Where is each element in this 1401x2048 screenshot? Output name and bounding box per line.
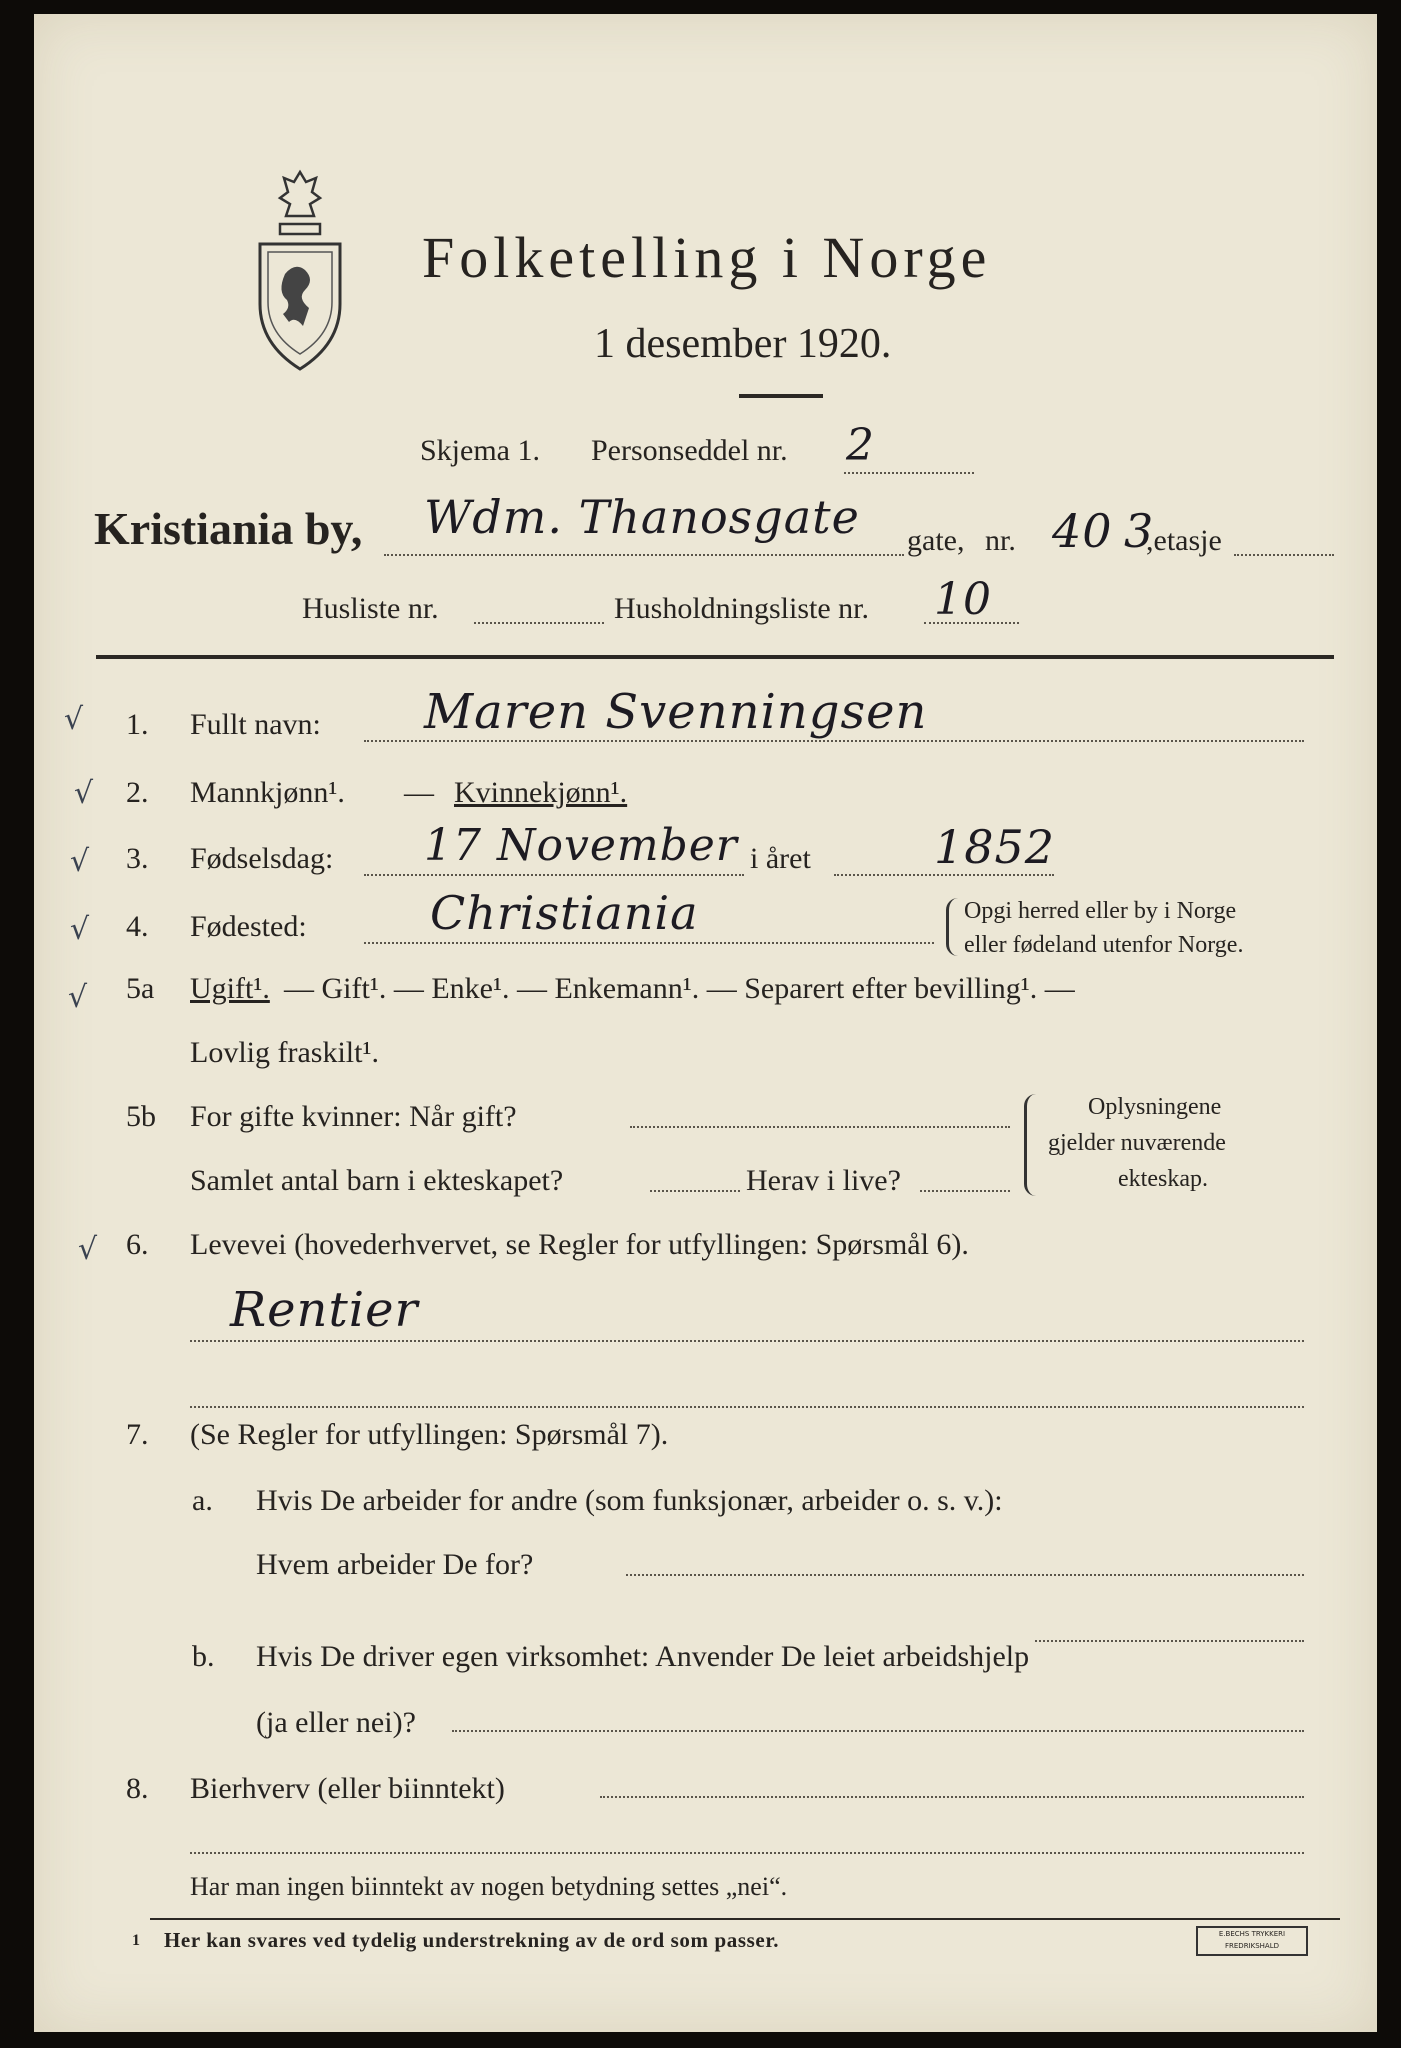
title-divider xyxy=(739,394,823,398)
q5b-note-line2: gjelder nuværende xyxy=(1048,1130,1226,1156)
street-line xyxy=(384,554,904,556)
husholdningsliste-value: 10 xyxy=(934,574,992,625)
children-line xyxy=(650,1190,740,1192)
q4-label: Fødested: xyxy=(190,910,307,943)
q5b-note-brace xyxy=(1024,1094,1039,1196)
birthday-line xyxy=(364,874,744,876)
full-name-line xyxy=(364,740,1304,742)
q5b-number: 5b xyxy=(126,1100,156,1133)
birthplace-value: Christiania xyxy=(430,886,699,940)
check-mark-2: √ xyxy=(74,776,94,811)
q8-number: 8. xyxy=(126,1772,149,1805)
birthplace-line xyxy=(364,942,934,944)
printer-stamp: E.BECHS TRYKKERI FREDRIKSHALD xyxy=(1196,1926,1308,1956)
husholdningsliste-label: Husholdningsliste nr. xyxy=(614,592,870,625)
q7a-label: Hvis De arbeider for andre (som funksjonær, arbeider o. s. v.): xyxy=(256,1484,1003,1517)
q1-label: Fullt navn: xyxy=(190,708,321,741)
check-mark-1: √ xyxy=(64,702,84,737)
alive-line xyxy=(920,1190,1010,1192)
birth-year-value: 1852 xyxy=(934,820,1056,874)
q2-female-option: Kvinnekjønn¹. xyxy=(454,776,628,809)
q7-label: (Se Regler for utfyllingen: Spørsmål 7). xyxy=(190,1418,669,1451)
q2-dash: — xyxy=(404,776,434,809)
house-number-value: 40 xyxy=(1052,504,1113,558)
employer-line-1 xyxy=(626,1574,1304,1576)
hired-help-line xyxy=(452,1730,1304,1732)
city-label: Kristiania by, xyxy=(94,503,363,554)
personseddel-label: Personseddel nr. xyxy=(591,434,788,467)
birthday-value: 17 November xyxy=(424,820,738,871)
census-form xyxy=(34,14,1377,2032)
floor-value: 3 xyxy=(1124,504,1155,558)
married-date-line xyxy=(630,1126,1010,1128)
personseddel-line xyxy=(844,472,974,474)
check-mark-6: √ xyxy=(78,1232,98,1267)
q8-label: Bierhverv (eller biinntekt) xyxy=(190,1772,505,1805)
q5b-label: For gifte kvinner: Når gift? xyxy=(190,1100,517,1133)
personseddel-value: 2 xyxy=(846,420,875,471)
occupation-line-1 xyxy=(190,1340,1304,1342)
side-income-line-2 xyxy=(190,1852,1304,1854)
q7a-employer-label: Hvem arbeider De for? xyxy=(256,1548,534,1581)
q3-year-label: i året xyxy=(750,842,811,875)
q1-number: 1. xyxy=(126,708,149,741)
gate-label: gate, xyxy=(907,524,965,557)
q4-number: 4. xyxy=(126,910,149,943)
header-rule xyxy=(96,655,1334,659)
q3-number: 3. xyxy=(126,842,149,875)
q4-note-line1: Opgi herred eller by i Norge xyxy=(964,898,1237,924)
q5b-note-line1: Oplysningene xyxy=(1088,1094,1222,1120)
skjema-label: Skjema 1. xyxy=(420,434,540,467)
nr-label: nr. xyxy=(985,524,1016,557)
occupation-line-2 xyxy=(190,1406,1304,1408)
census-date: 1 desember 1920. xyxy=(594,321,892,367)
husliste-label: Husliste nr. xyxy=(302,592,439,625)
check-mark-5: √ xyxy=(68,980,88,1015)
footnote-rule xyxy=(150,1918,1340,1920)
q6-label: Levevei (hovederhvervet, se Regler for utfyllingen: Spørsmål 6). xyxy=(190,1228,969,1261)
form-title: Folketelling i Norge xyxy=(422,225,992,290)
q4-note-brace xyxy=(946,898,959,956)
full-name-value: Maren Svenningsen xyxy=(424,684,928,740)
q5a-fraskilt-option: Lovlig fraskilt¹. xyxy=(190,1036,379,1069)
q2-number: 2. xyxy=(126,776,149,809)
birth-year-line xyxy=(834,874,1054,876)
q7b-label: Hvis De driver egen virksomhet: Anvender De leiet arbeidshjelp xyxy=(256,1640,1035,1674)
q7b-help-label: (ja eller nei)? xyxy=(256,1706,416,1739)
q5b-children-label: Samlet antal barn i ekteskapet? xyxy=(190,1164,564,1197)
etasje-line xyxy=(1234,554,1334,556)
check-mark-4: √ xyxy=(70,912,90,947)
check-mark-3: √ xyxy=(70,844,90,879)
q5a-ugift-option: Ugift¹. xyxy=(190,972,270,1005)
q7a-letter: a. xyxy=(192,1484,213,1517)
q7-number: 7. xyxy=(126,1418,149,1451)
q8-note: Har man ingen biinntekt av nogen betydning settes „nei“. xyxy=(190,1872,788,1901)
husholdningsliste-line xyxy=(924,622,1019,624)
husliste-line xyxy=(474,622,604,624)
street-value: Wdm. Thanosgate xyxy=(424,490,860,544)
q6-number: 6. xyxy=(126,1228,149,1261)
footnote-mark: 1 xyxy=(132,1932,140,1949)
q5a-number: 5a xyxy=(126,972,155,1005)
occupation-value: Rentier xyxy=(230,1282,419,1338)
etasje-label: ,etasje xyxy=(1146,524,1222,557)
q2-male-option: Mannkjønn¹. xyxy=(190,776,345,809)
q5b-note-line3: ekteskap. xyxy=(1118,1166,1208,1192)
q5b-herav-label: Herav i live? xyxy=(746,1164,901,1197)
side-income-line-1 xyxy=(600,1796,1304,1798)
q3-label: Fødselsdag: xyxy=(190,842,334,875)
footnote-text: Her kan svares ved tydelig understrekning av de ord som passer. xyxy=(164,1928,780,1952)
q5a-other-options: — Gift¹. — Enke¹. — Enkemann¹. — Separert efter bevilling¹. — xyxy=(284,972,1075,1005)
coat-of-arms-icon xyxy=(250,164,350,374)
q7b-letter: b. xyxy=(192,1640,215,1673)
q4-note-line2: eller fødeland utenfor Norge. xyxy=(964,932,1244,958)
